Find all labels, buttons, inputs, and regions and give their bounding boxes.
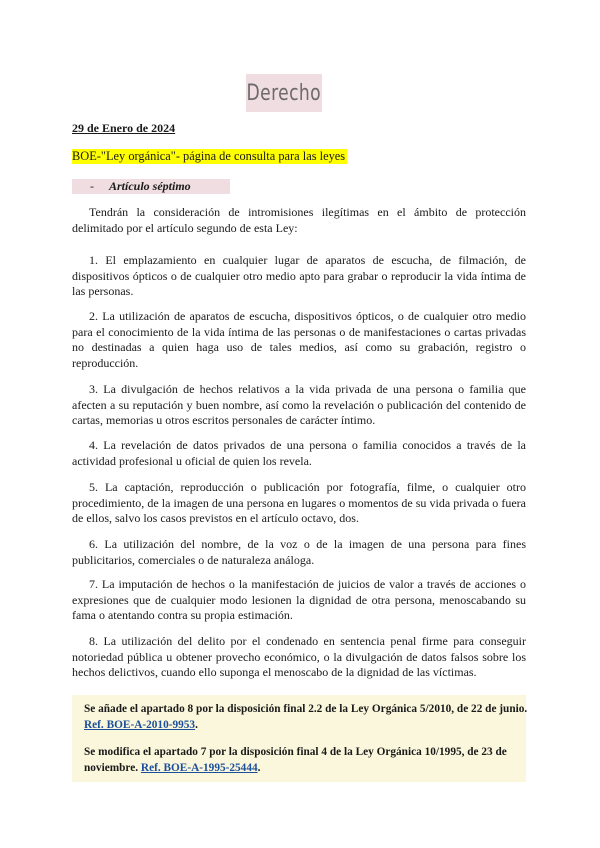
- article-heading: [72, 179, 230, 194]
- paragraph-8: 8. La utilización del delito por el condenado en sentencia penal firme para conseguir notoriedad pública u obtener provecho económico, o la divulgación de datos falsos sobre los hechos delictivos, cuando ello suponga el menoscabo de la dignidad de las víctimas.: [72, 634, 526, 680]
- modification-note-text: Se modifica el apartado 7 por la disposición final 4 de la Ley Orgánica 10/1995, de 23 de: [84, 746, 507, 758]
- amendment-note-text: Se añade el apartado 8 por la disposición final 2.2 de la Ley Orgánica 5/2010, de 22 de junio.: [84, 703, 528, 715]
- modification-note-prefix: noviembre.: [84, 762, 141, 774]
- modification-note: [72, 738, 526, 782]
- intro-paragraph: Tendrán la consideración de intromisiones ilegítimas en el ámbito de protección delimitado por el artículo segundo de esta Ley:: [72, 205, 526, 235]
- document-date: 29 de Enero de 2024: [72, 121, 176, 135]
- page-title: Derecho: [246, 80, 322, 106]
- amendment-note: [72, 695, 526, 739]
- modification-note-ref-line: [84, 760, 526, 776]
- modification-note-suffix: .: [257, 762, 261, 774]
- paragraph-1: 1. El emplazamiento en cualquier lugar de aparatos de escucha, de filmación, de dispositivos ópticos o de cualquier otro medio apto para grabar o reproducir la vida íntima de las personas.: [72, 253, 526, 299]
- paragraph-6: 6. La utilización del nombre, de la voz o de la imagen de una persona para fines publicitarios, comerciales o de naturaleza análoga.: [72, 537, 526, 567]
- paragraph-3: 3. La divulgación de hechos relativos a la vida privada de una persona o familia que afecten a su reputación y buen nombre, así como la revelación o publicación del contenido de cartas, memorias u otros escritos personales de carácter íntimo.: [72, 382, 526, 428]
- paragraph-7: 7. La imputación de hechos o la manifestación de juicios de valor a través de acciones o expresiones que de cualquier modo lesionen la dignidad de otra persona, menoscabando su fama o atentando contra su propia estimación.: [72, 577, 526, 623]
- boe-reference-link[interactable]: Ref. BOE-A-1995-25444: [140, 762, 258, 774]
- paragraph-5: 5. La captación, reproducción o publicación por fotografía, filme, o cualquier otro procedimiento, de la imagen de una persona en lugares o momentos de su vida privada o fuera de ellos, salvo los casos previstos en el artículo octavo, dos.: [72, 480, 526, 526]
- amendment-note-ref-line: [84, 717, 526, 733]
- paragraph-4: 4. La revelación de datos privados de una persona o familia conocidos a través de la actividad profesional u oficial de quien los revela.: [72, 438, 526, 468]
- article-heading-label: Artículo séptimo: [109, 179, 191, 193]
- bullet-marker: -: [90, 179, 94, 193]
- amendment-note-suffix: .: [195, 719, 198, 731]
- boe-reference-link[interactable]: Ref. BOE-A-2010-9953: [84, 719, 196, 731]
- source-highlight: BOE-"Ley orgánica"- página de consulta para las leyes: [72, 149, 346, 163]
- title-banner: [246, 74, 322, 112]
- paragraph-2: 2. La utilización de aparatos de escucha, dispositivos ópticos, o de cualquier otro medio para el conocimiento de la vida íntima de las personas o de manifestaciones o cartas privadas no destinadas a quien haga uso de tales medios, así como su grabación, registro o reproducción.: [72, 309, 526, 370]
